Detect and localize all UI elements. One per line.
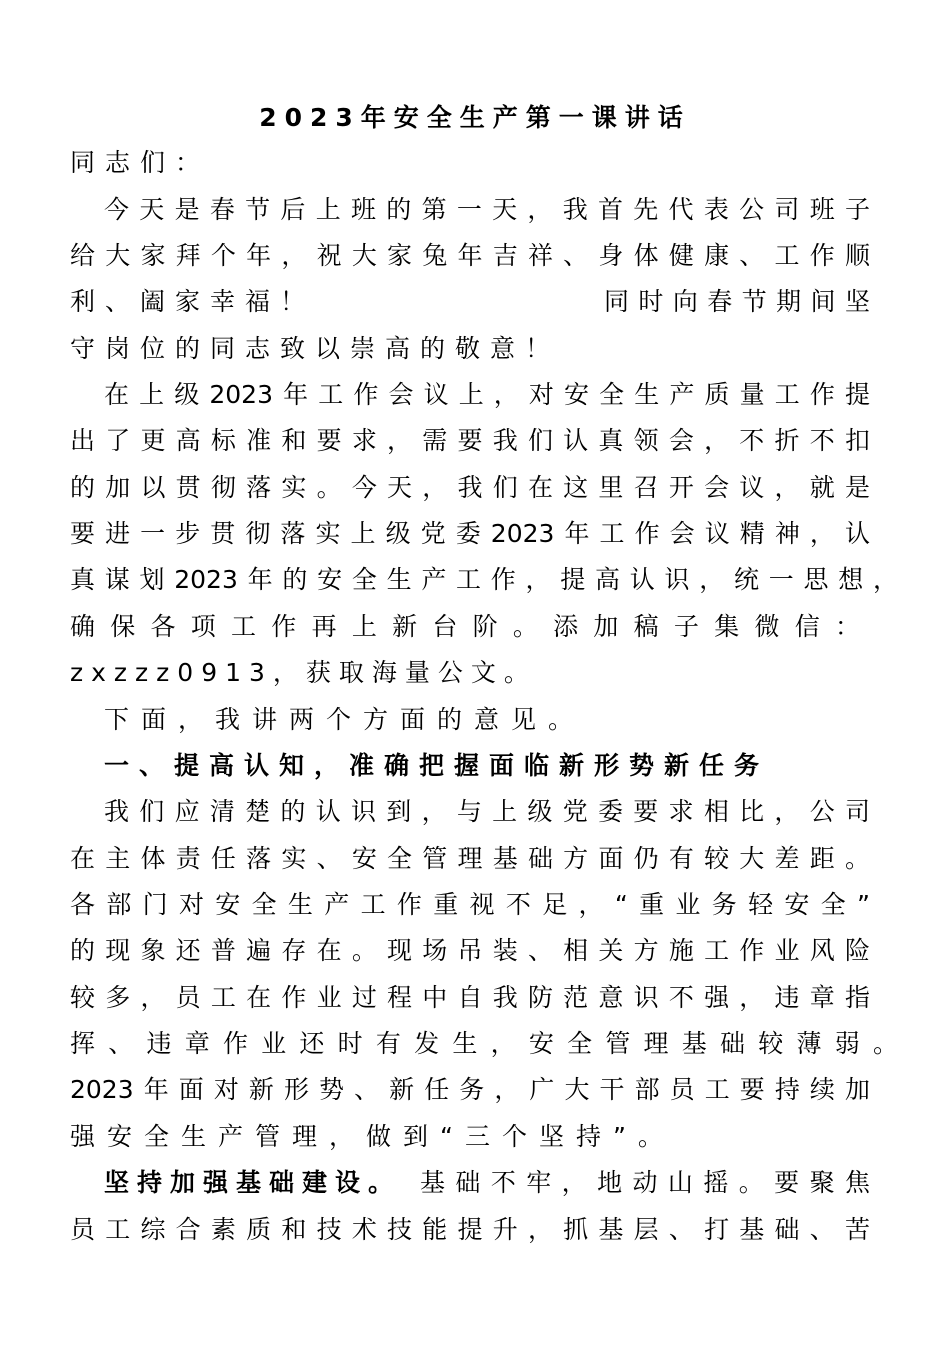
paragraph-line: 确保各项工作再上新台阶。添加稿子集微信：	[70, 612, 860, 641]
paragraph-line: 挥、违章作业还时有发生，安全管理基础较薄弱。	[70, 1029, 898, 1058]
paragraph-line: 利、阖家幸福！	[70, 287, 316, 316]
paragraph-line: 强安全生产管理，做到“三个坚持”。	[70, 1122, 675, 1151]
paragraph-line: 基础不牢，地动山摇。要聚焦	[420, 1168, 870, 1197]
paragraph-line: 各部门对安全生产工作重视不足，“重业务轻安全”	[70, 890, 870, 919]
paragraph-line: 较多，员工在作业过程中自我防范意识不强，违章指	[70, 983, 870, 1012]
paragraph-line: 员工综合素质和技术技能提升，抓基层、打基础、苦	[70, 1215, 870, 1244]
paragraph-line: 今天是春节后上班的第一天，我首先代表公司班子	[104, 195, 870, 224]
paragraph-line: 要进一步贯彻落实上级党委2023年工作会议精神，认	[70, 519, 870, 548]
paragraph-line: 真谋划2023年的安全生产工作，提高认识，统一思想，	[70, 565, 898, 594]
paragraph-line: 给大家拜个年，祝大家兔年吉祥、身体健康、工作顺	[70, 241, 870, 270]
paragraph-line: 在主体责任落实、安全管理基础方面仍有较大差距。	[70, 844, 870, 873]
paragraph-line: 的现象还普遍存在。现场吊装、相关方施工作业风险	[70, 936, 870, 965]
bold-lead-phrase: 坚持加强基础建设。	[104, 1168, 402, 1197]
paragraph-line: 我们应清楚的认识到，与上级党委要求相比，公司	[104, 797, 870, 826]
section-heading: 一、提高认知，准确把握面临新形势新任务	[104, 751, 770, 780]
paragraph-line: 的加以贯彻落实。今天，我们在这里召开会议，就是	[70, 473, 870, 502]
paragraph-line: 在上级2023年工作会议上，对安全生产质量工作提	[104, 380, 870, 409]
paragraph-line: 守岗位的同志致以崇高的敬意！	[70, 334, 561, 363]
paragraph-line: 下面，我讲两个方面的意见。	[104, 705, 586, 734]
paragraph-line: 2023年面对新形势、新任务，广大干部员工要持续加	[70, 1075, 870, 1104]
paragraph-line: zxzzz0913，获取海量公文。	[70, 658, 537, 687]
document-title: 2023年安全生产第一课讲话	[259, 103, 691, 132]
salutation-line: 同志们：	[70, 148, 211, 177]
paragraph-line: 出了更高标准和要求，需要我们认真领会，不折不扣	[70, 426, 870, 455]
paragraph-line: 同时向春节期间坚	[604, 287, 870, 316]
